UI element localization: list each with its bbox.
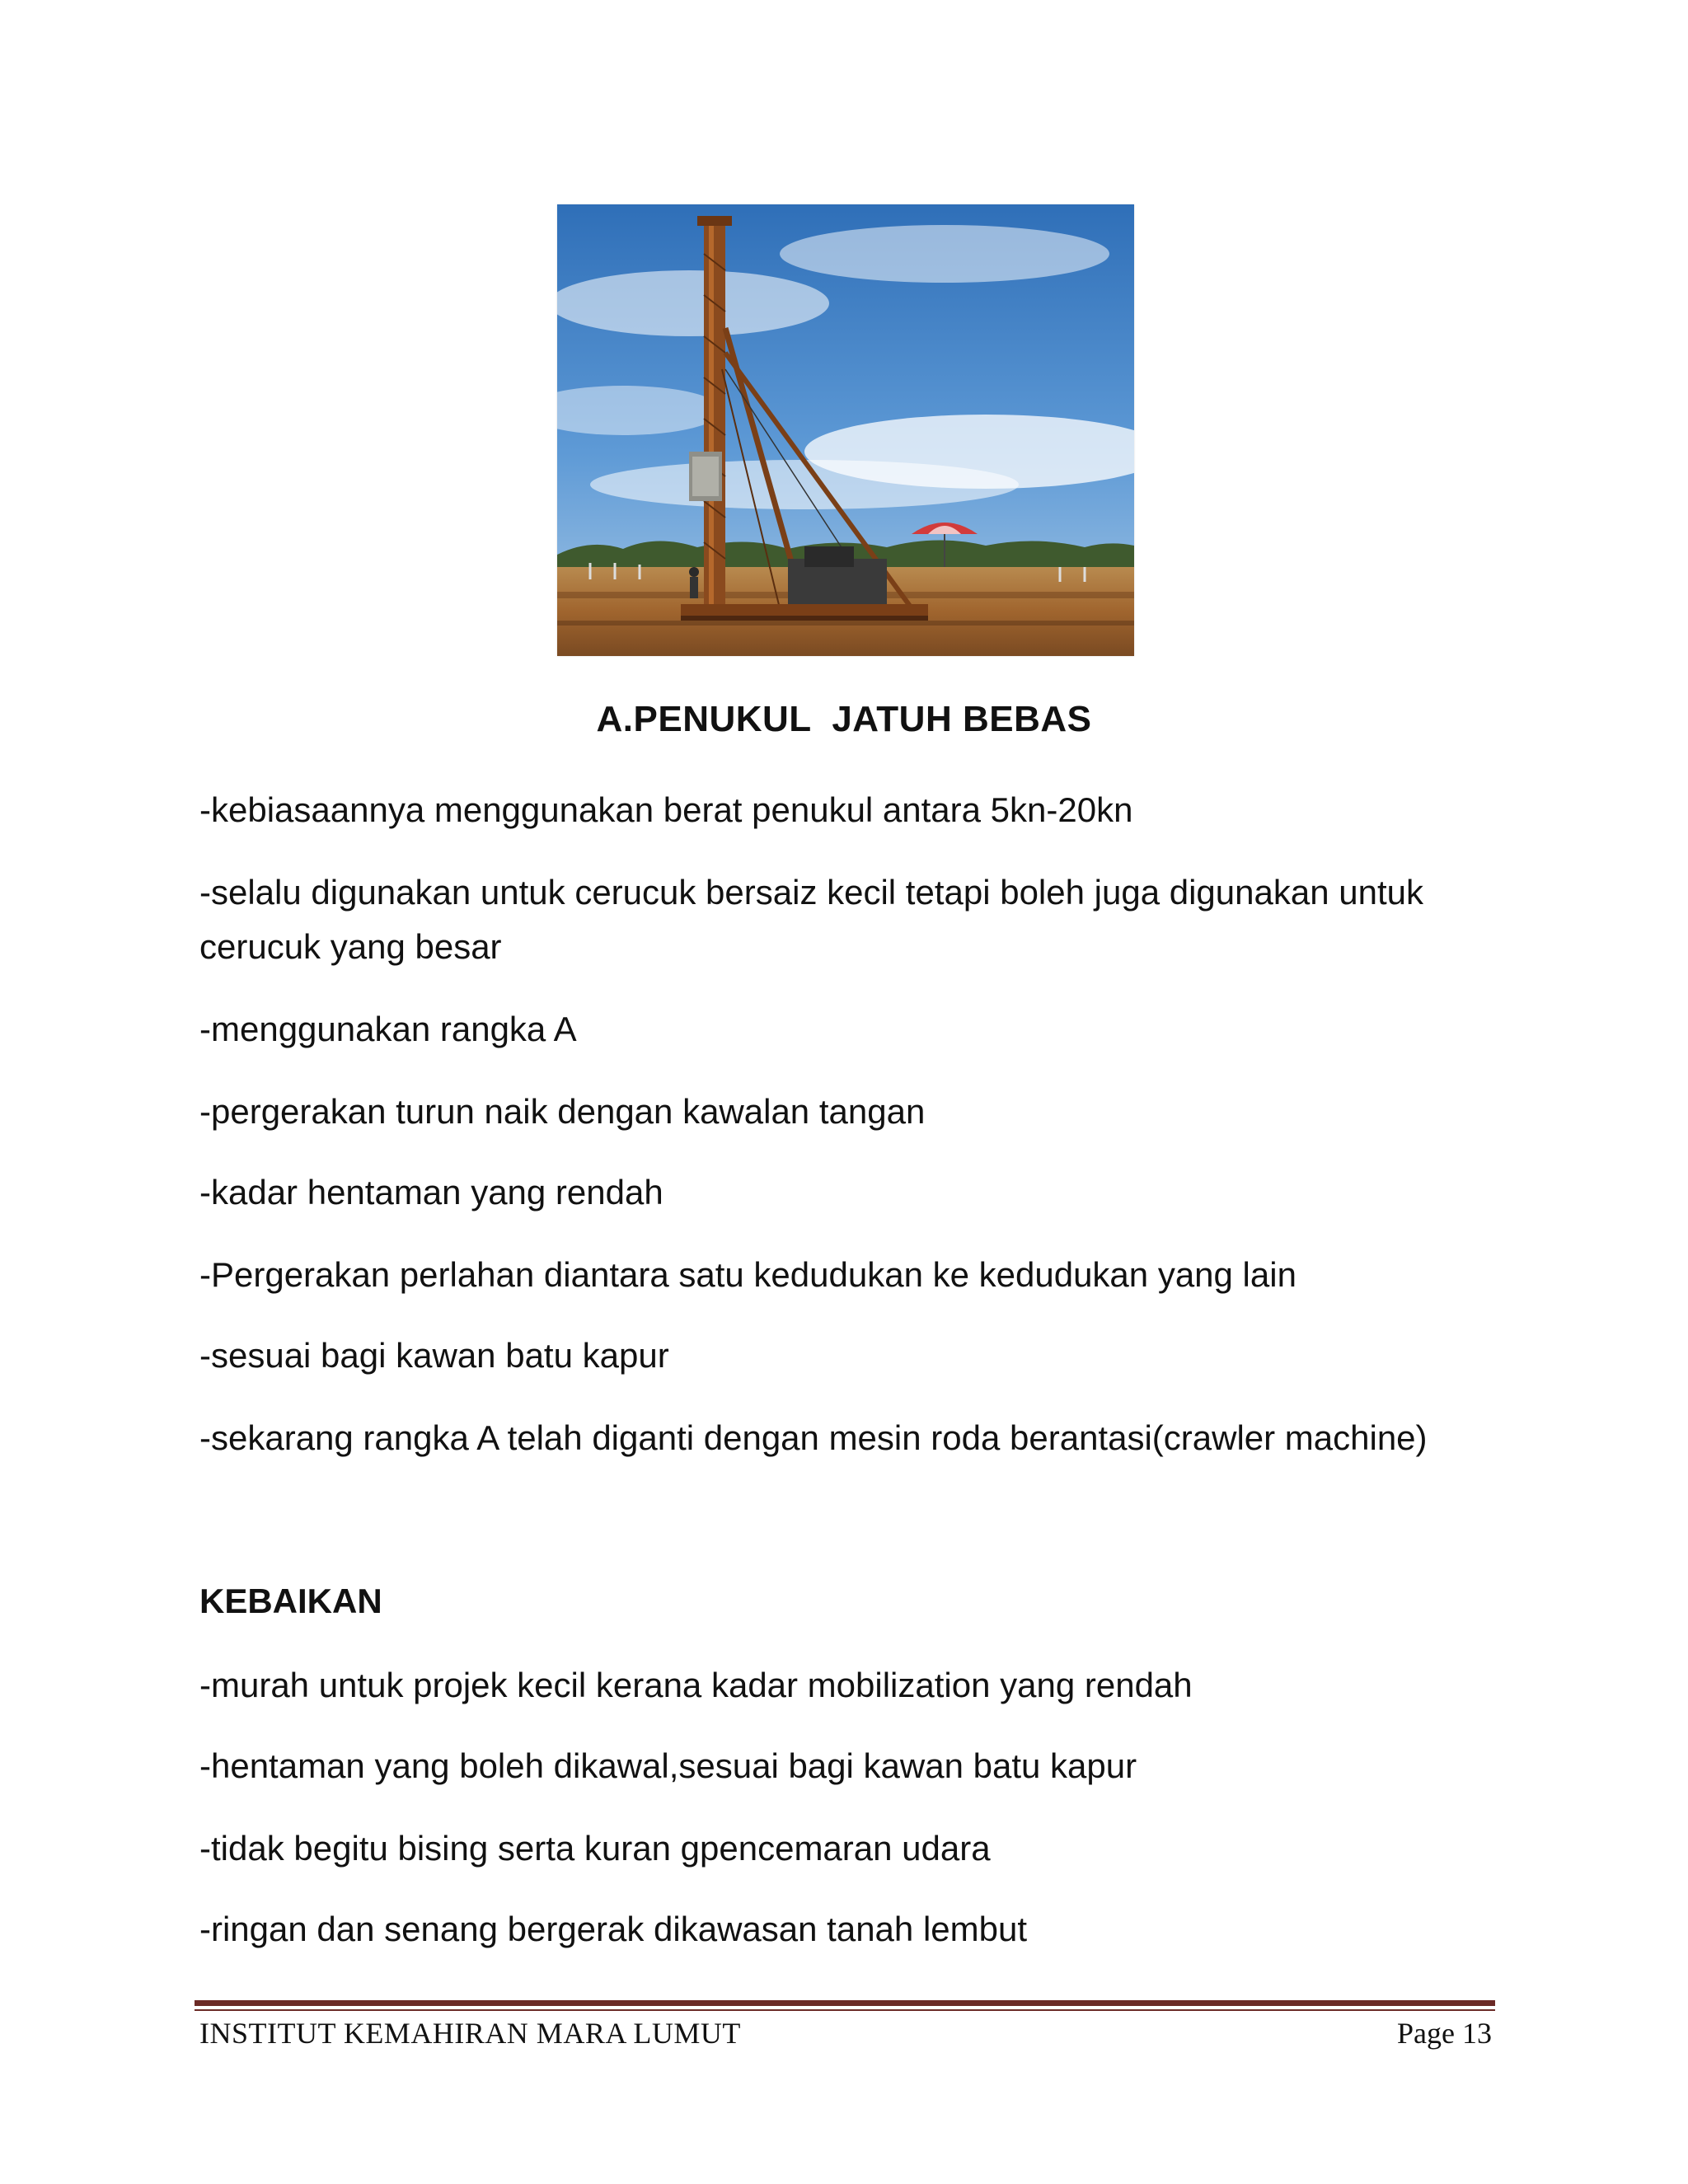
point-4: -pergerakan turun naik dengan kawalan tangan [199, 1092, 926, 1131]
advantages-heading: KEBAIKAN [199, 1582, 382, 1620]
footer-institution: INSTITUT KEMAHIRAN MARA LUMUT [199, 2017, 741, 2050]
point-3: -menggunakan rangka A [199, 1010, 577, 1048]
point-2: -selalu digunakan untuk cerucuk bersaiz kecil tetapi boleh juga digunakan untuk cerucuk yang besar [199, 873, 1423, 966]
pile-driving-rig-photo [557, 204, 1134, 656]
point-6: -Pergerakan perlahan diantara satu kedudukan ke kedudukan yang lain [199, 1255, 1296, 1294]
advantage-3: -tidak begitu bising serta kuran gpencemaran udara [199, 1829, 991, 1868]
point-5: -kadar hentaman yang rendah [199, 1173, 663, 1212]
advantage-2: -hentaman yang boleh dikawal,sesuai bagi kawan batu kapur [199, 1746, 1137, 1785]
point-8: -sekarang rangka A telah diganti dengan mesin roda berantasi(crawler machine) [199, 1418, 1428, 1457]
footer-rule [195, 2000, 1495, 2006]
advantage-4: -ringan dan senang bergerak dikawasan tanah lembut [199, 1910, 1028, 1948]
section-heading: A.PENUKUL JATUH BEBAS [596, 699, 1092, 739]
advantage-1: -murah untuk projek kecil kerana kadar mobilization yang rendah [199, 1666, 1193, 1704]
page-number: Page 13 [1397, 2017, 1492, 2050]
point-7: -sesuai bagi kawan batu kapur [199, 1336, 669, 1375]
point-1: -kebiasaannya menggunakan berat penukul antara 5kn-20kn [199, 790, 1133, 829]
footer-rule-thin [195, 2009, 1495, 2011]
